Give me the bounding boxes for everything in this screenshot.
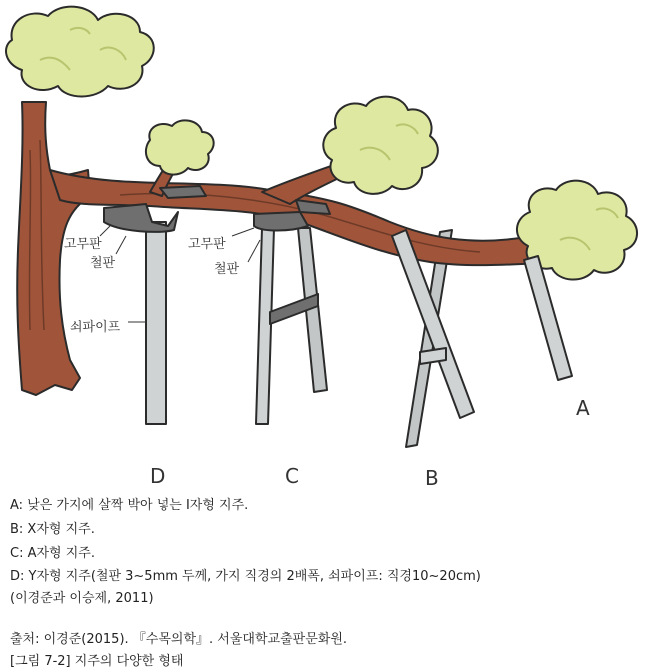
label-rubber-pad-d: 고무판: [64, 237, 102, 252]
label-steel-plate-c: 철판: [214, 262, 240, 277]
rubber-pad-d: [160, 186, 206, 198]
caption-c: C: A자형 지주.: [10, 546, 95, 561]
label-b: B: [425, 466, 439, 490]
caption-reference: (이경준과 이승제, 2011): [10, 591, 154, 606]
label-rubber-pad-c: 고무판: [188, 237, 226, 252]
label-c: C: [285, 464, 299, 488]
label-d: D: [150, 464, 166, 488]
foliage-top-left: [6, 7, 154, 97]
label-a: A: [576, 396, 590, 420]
steel-plate-d: [104, 204, 178, 232]
label-steel-plate-d: 철판: [90, 256, 116, 271]
support-d: [104, 186, 206, 424]
pipe-c-left: [256, 228, 274, 424]
pipe-d: [146, 222, 166, 424]
figure-caption: [그림 7-2] 지주의 다양한 형태: [10, 654, 184, 669]
foliage-middle: [323, 97, 438, 194]
label-steel-pipe: 쇠파이프: [70, 320, 121, 335]
steel-plate-c: [254, 212, 308, 231]
foliage-small-left: [146, 120, 214, 174]
caption-d: D: Y자형 지주(철판 3~5mm 두께, 가지 직경의 2배폭, 쇠파이프: 직경10~20cm): [10, 569, 481, 584]
pipe-b-crossbar: [420, 348, 446, 364]
caption-a: A: 낮은 가지에 살짝 박아 넣는 I자형 지주.: [10, 498, 249, 513]
caption-source: 출처: 이경준(2015). 『수목의학』. 서울대학교출판문화원.: [10, 632, 348, 647]
caption-b: B: X자형 지주.: [10, 522, 95, 537]
